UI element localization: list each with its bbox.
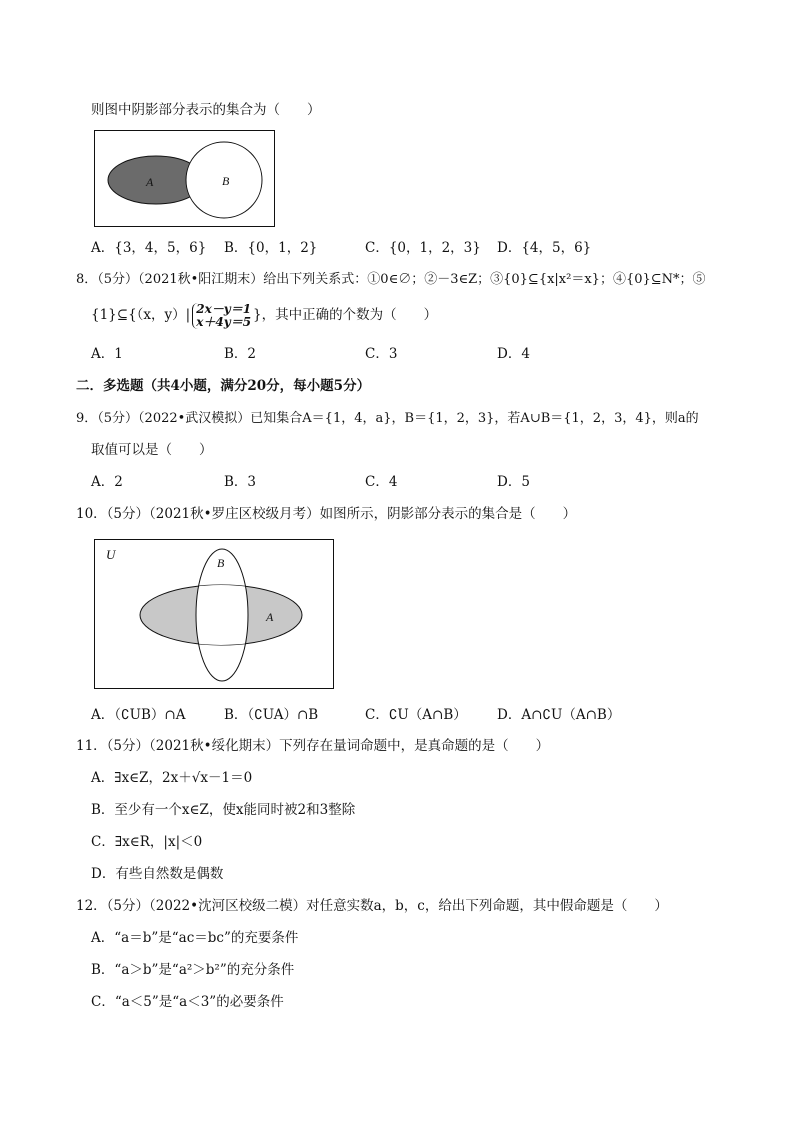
q7-option-c[interactable]: C．{0，1，2，3} — [365, 240, 481, 256]
q10-label-u: U — [106, 547, 116, 562]
q7-option-d[interactable]: D．{4，5，6} — [497, 240, 592, 256]
q10-option-b[interactable]: B．（∁UA）∩B — [224, 707, 319, 723]
q8-stem-pre: {1}⊆{（x，y）| — [91, 307, 191, 323]
q9-option-b[interactable]: B．3 — [224, 474, 257, 490]
q8-stem-line2 — [91, 300, 437, 330]
q12-option-a[interactable]: A．“a＝b”是“ac＝bc”的充要条件 — [91, 930, 299, 946]
q11-option-a[interactable]: A．∃x∈Z，2x＋√x－1＝0 — [91, 770, 253, 786]
q8-stem-line1: 8．（5分）（2021秋•阳江期末）给出下列关系式：①0∈∅；②－3∈Z；③{0}⊆{x|x²＝x}；④{0}⊆N*；⑤ — [76, 272, 706, 287]
q9-option-c[interactable]: C．4 — [365, 474, 398, 490]
q11-option-c[interactable]: C．∃x∈R，|x|＜0 — [91, 834, 203, 850]
q10-option-c[interactable]: C．∁U（A∩B） — [365, 707, 467, 723]
q8-equation-system — [192, 303, 251, 329]
q8-option-d[interactable]: D．4 — [497, 346, 530, 362]
q8-option-b[interactable]: B．2 — [224, 346, 257, 362]
q10-stem: 10．（5分）（2021秋•罗庄区校级月考）如图所示，阴影部分表示的集合是（ ） — [76, 506, 577, 522]
q10-label-b: B — [217, 556, 225, 570]
q9-option-d[interactable]: D．5 — [497, 474, 530, 490]
q11-option-d[interactable]: D．有些自然数是偶数 — [91, 866, 224, 882]
q8-option-c[interactable]: C．3 — [365, 346, 398, 362]
q9-option-a[interactable]: A．2 — [91, 474, 123, 490]
section-heading: 二．多选题（共4小题，满分20分，每小题5分） — [76, 378, 371, 394]
q7-option-a[interactable]: A．{3，4，5，6} — [91, 240, 207, 256]
q12-option-c[interactable]: C．“a＜5”是“a＜3”的必要条件 — [91, 994, 284, 1010]
q8-eq1: 2x－y＝1 — [196, 301, 252, 316]
q7-venn-diagram — [94, 130, 276, 228]
q7-stem: 则图中阴影部分表示的集合为（ ） — [91, 102, 321, 118]
q7-option-b[interactable]: B．{0，1，2} — [224, 240, 318, 256]
q7-label-a: A — [146, 175, 154, 189]
q11-option-b[interactable]: B．至少有一个x∈Z，使x能同时被2和3整除 — [91, 802, 356, 818]
q10-option-a[interactable]: A．（∁UB）∩A — [91, 707, 186, 723]
q10-label-a: A — [266, 610, 274, 624]
q11-stem: 11．（5分）（2021秋•绥化期末）下列存在量词命题中，是真命题的是（ ） — [76, 738, 550, 754]
q9-stem-line2: 取值可以是（ ） — [91, 442, 213, 458]
q8-option-a[interactable]: A．1 — [91, 346, 123, 362]
q12-stem: 12．（5分）（2022•沈河区校级二模）对任意实数a，b，c，给出下列命题，其中假命题是（ ） — [76, 898, 668, 914]
q8-stem-post: }，其中正确的个数为（ ） — [253, 307, 438, 323]
q9-stem-line1: 9．（5分）（2022•武汉模拟）已知集合A＝{1，4，a}，B＝{1，2，3}，若A∪B＝{1，2，3，4}，则a的 — [76, 411, 699, 426]
q8-eq2: x＋4y＝5 — [196, 314, 252, 329]
q12-option-b[interactable]: B．“a＞b”是“a²＞b²”的充分条件 — [91, 962, 295, 978]
q7-label-b: B — [222, 174, 230, 188]
q10-venn-diagram — [94, 539, 335, 690]
q10-option-d[interactable]: D．A∩∁U（A∩B） — [497, 707, 621, 723]
